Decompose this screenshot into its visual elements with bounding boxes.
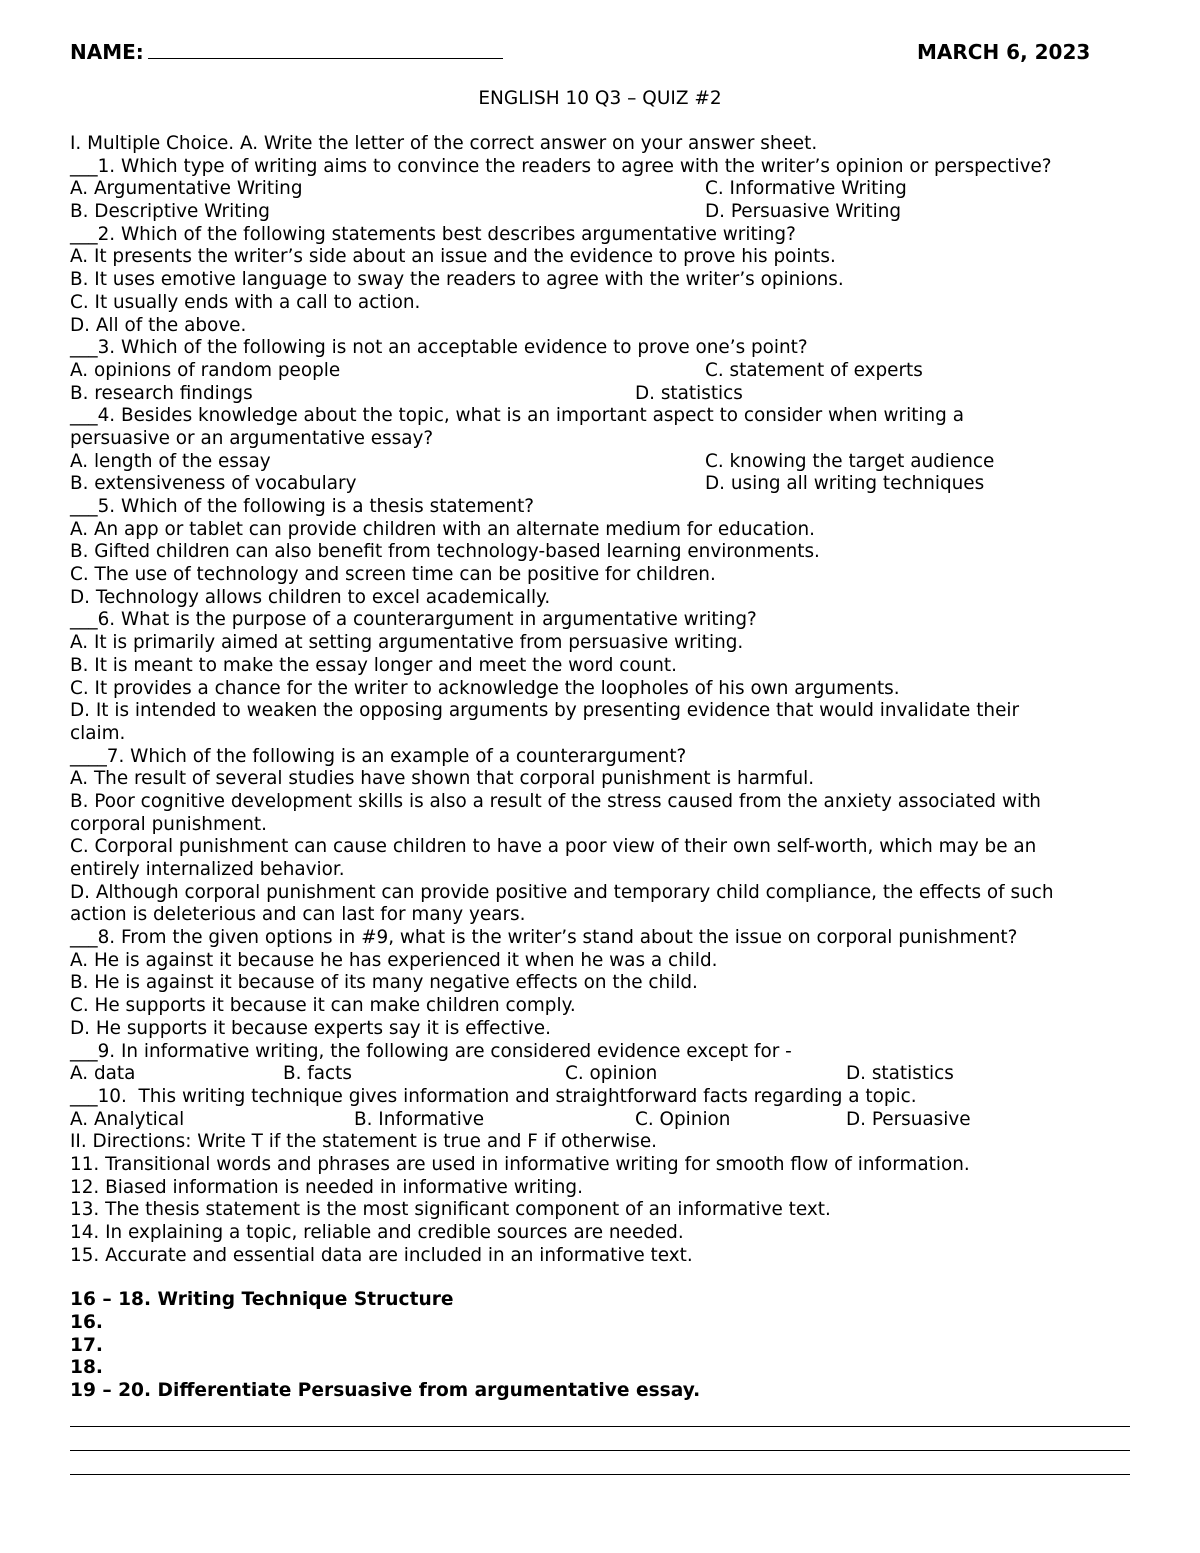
part1-instructions: I. Multiple Choice. A. Write the letter of the correct answer on your answer sheet. [70,133,818,154]
question-1-option-c: C. Informative Writing [705,178,907,200]
name-blank-line[interactable] [148,41,503,59]
question-6-option-d-line1: D. It is intended to weaken the opposing arguments by presenting evidence that would invalidate their [70,700,1020,722]
question-5-option-d: D. Technology allows children to excel academically. [70,586,551,608]
question-1-options-row2 [70,201,1130,224]
question-3-stem: ___3. Which of the following is not an acceptable evidence to prove one’s point? [70,337,808,359]
question-4-options-row1 [70,451,1130,474]
true-false-item-14: 14. In explaining a topic, reliable and credible sources are needed. [70,1222,684,1243]
item-18-number: 18. [70,1357,103,1379]
question-1-options-row1 [70,178,1130,201]
question-1-stem: ___1. Which type of writing aims to convince the readers to agree with the writer’s opinion or perspective? [70,155,1052,177]
question-8-option-c: C. He supports it because it can make children comply. [70,995,576,1017]
question-9-option-b: B. facts [283,1063,352,1085]
question-10-stem: ___10. This writing technique gives information and straightforward facts regarding a topic. [70,1085,917,1107]
question-7-option-d-line2: action is deleterious and can last for many years. [70,904,526,926]
question-6-stem: ___6. What is the purpose of a counterargument in argumentative writing? [70,609,757,631]
question-5-option-a: A. An app or tablet can provide children with an alternate medium for education. [70,518,815,540]
question-1-option-b: B. Descriptive Writing [70,201,270,223]
question-1-option-a: A. Argumentative Writing [70,178,303,200]
name-label: NAME: [70,40,144,64]
question-6-option-a: A. It is primarily aimed at setting argumentative from persuasive writing. [70,632,744,654]
question-2-option-d: D. All of the above. [70,314,247,336]
true-false-item-11: 11. Transitional words and phrases are used in informative writing for smooth flow of information. [70,1153,970,1175]
question-4-option-a: A. length of the essay [70,450,271,472]
question-7-option-d-line1: D. Although corporal punishment can provide positive and temporary child compliance, the effects of such [70,881,1054,903]
question-5-option-b: B. Gifted children can also benefit from technology-based learning environments. [70,541,820,563]
differentiate-heading: 19 – 20. Differentiate Persuasive from argumentative essay. [70,1380,701,1402]
writing-technique-heading: 16 – 18. Writing Technique Structure [70,1289,454,1311]
question-10-option-d: D. Persuasive [846,1108,971,1130]
question-8-option-d: D. He supports it because experts say it is effective. [70,1017,551,1039]
question-7-option-c-line1: C. Corporal punishment can cause children to have a poor view of their own self-worth, which may be an [70,836,1037,858]
question-7-option-b-line1: B. Poor cognitive development skills is also a result of the stress caused from the anxiety associated with [70,790,1041,812]
question-9-option-a: A. data [70,1063,136,1085]
question-4-stem-line1: ___4. Besides knowledge about the topic, what is an important aspect to consider when writing a [70,405,964,427]
question-7-option-a: A. The result of several studies have shown that corporal punishment is harmful. [70,768,815,790]
item-16-number: 16. [70,1312,103,1334]
answer-line-1[interactable] [70,1403,1130,1427]
item-17-number: 17. [70,1334,103,1356]
part2-instructions: II. Directions: Write T if the statement is true and F if otherwise. [70,1131,658,1153]
question-4-options-row2 [70,473,1130,496]
answer-line-2[interactable] [70,1427,1130,1451]
question-9-stem: ___9. In informative writing, the following are considered evidence except for - [70,1040,792,1062]
question-10-option-b: B. Informative [354,1108,485,1130]
true-false-item-15: 15. Accurate and essential data are included in an informative text. [70,1244,693,1266]
question-2-option-b: B. It uses emotive language to sway the readers to agree with the writer’s opinions. [70,269,844,291]
question-8-option-b: B. He is against it because of its many negative effects on the child. [70,972,698,994]
quiz-date: MARCH 6, 2023 [917,40,1091,64]
question-9-option-d: D. statistics [846,1063,954,1085]
true-false-item-13: 13. The thesis statement is the most significant component of an informative text. [70,1199,831,1221]
answer-line-3[interactable] [70,1451,1130,1475]
question-7-option-b-line2: corporal punishment. [70,813,267,835]
quiz-body [70,133,1130,1475]
question-4-option-d: D. using all writing techniques [705,473,985,495]
question-8-stem: ___8. From the given options in #9, what is the writer’s stand about the issue on corporal punishment? [70,927,1018,949]
question-10-options [70,1109,1130,1132]
question-6-option-c: C. It provides a chance for the writer to acknowledge the loopholes of his own arguments. [70,677,900,699]
question-10-option-a: A. Analytical [70,1108,185,1130]
question-3-options-row1 [70,360,1130,383]
question-3-option-b: B. research findings [70,382,253,404]
question-9-options [70,1063,1130,1086]
question-3-options-row2 [70,383,1130,406]
question-5-stem: ___5. Which of the following is a thesis statement? [70,496,535,517]
question-2-option-c: C. It usually ends with a call to action. [70,291,421,313]
question-3-option-d: D. statistics [635,382,743,404]
question-3-option-c: C. statement of experts [705,359,923,381]
question-6-option-d-line2: claim. [70,722,126,744]
question-4-option-b: B. extensiveness of vocabulary [70,473,357,495]
question-6-option-b: B. It is meant to make the essay longer and meet the word count. [70,654,677,676]
question-1-option-d: D. Persuasive Writing [705,201,902,223]
question-10-option-c: C. Opinion [635,1108,731,1130]
question-7-stem: ____7. Which of the following is an example of a counterargument? [70,745,687,767]
question-7-option-c-line2: entirely internalized behavior. [70,859,345,880]
question-4-stem-line2: persuasive or an argumentative essay? [70,427,434,449]
question-8-option-a: A. He is against it because he has experienced it when he was a child. [70,949,718,971]
question-5-option-c: C. The use of technology and screen time can be positive for children. [70,564,716,586]
name-field-row [70,40,503,64]
question-2-stem: ___2. Which of the following statements best describes argumentative writing? [70,223,796,245]
question-3-option-a: A. opinions of random people [70,359,341,381]
quiz-title: ENGLISH 10 Q3 – QUIZ #2 [478,88,722,109]
question-9-option-c: C. opinion [565,1063,658,1085]
question-2-option-a: A. It presents the writer’s side about an issue and the evidence to prove his points. [70,246,836,268]
question-4-option-c: C. knowing the target audience [705,450,995,472]
true-false-item-12: 12. Biased information is needed in informative writing. [70,1176,583,1198]
